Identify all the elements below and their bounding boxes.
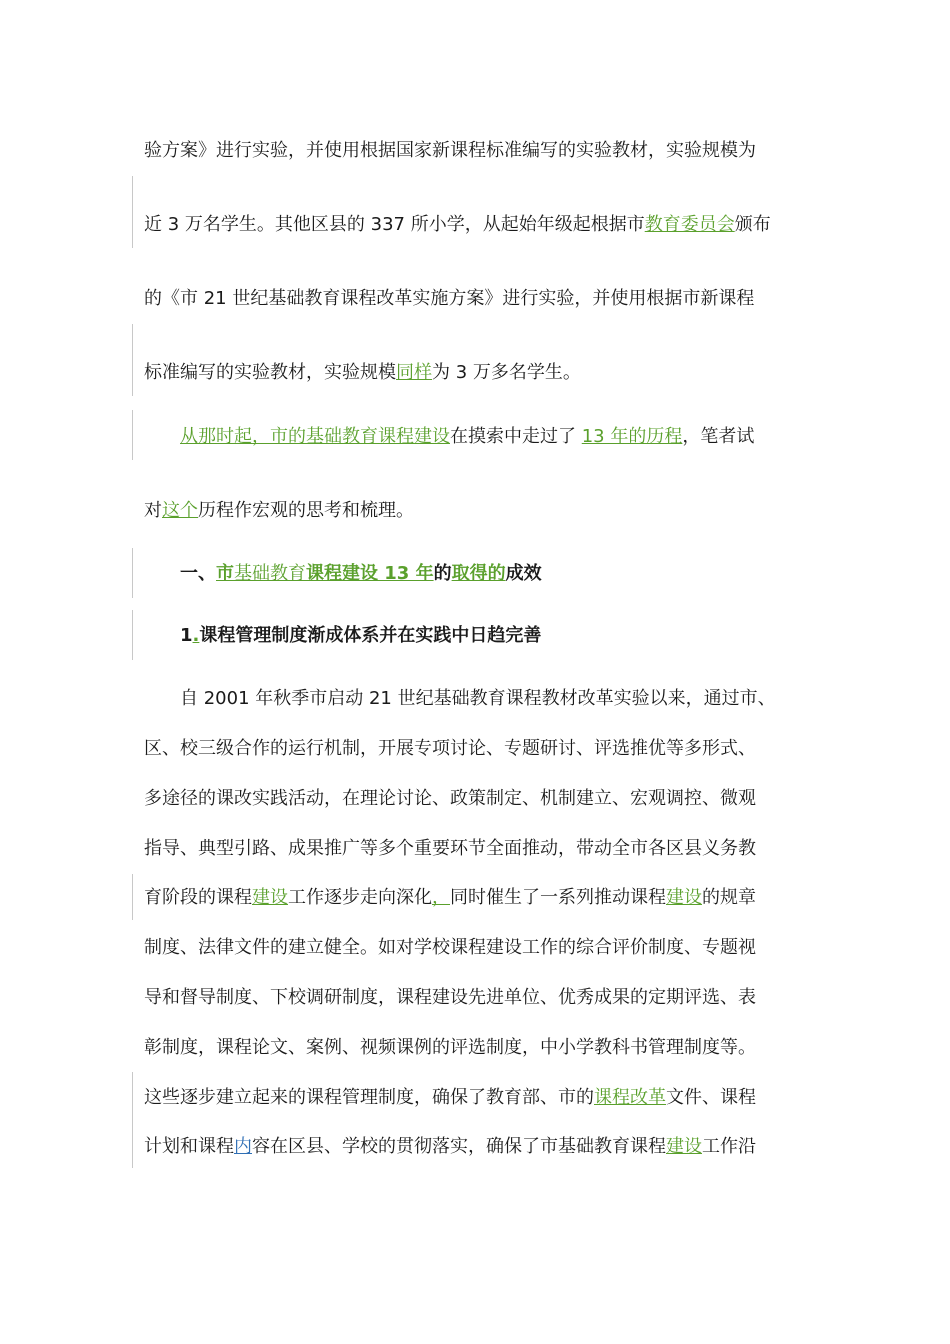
hyperlink[interactable]: 教育委员会: [644, 214, 735, 235]
text-run: 自 2001 年秋季市启动 21 世纪基础教育课程教材改革实验以来，通过市、: [180, 688, 776, 709]
heading-text: 一、: [180, 563, 216, 584]
text-line: [144, 1134, 756, 1160]
hyperlink[interactable]: 13 年的历程: [581, 426, 683, 447]
text-line: [144, 786, 756, 812]
text-run: 对: [144, 500, 162, 521]
text-run: 多途径的课改实践活动，在理论讨论、政策制定、机制建立、宏观调控、微观: [144, 788, 756, 809]
text-run: 容在区县、学校的贯彻落实，确保了市基础教育课程: [252, 1136, 666, 1157]
margin-change-bar: [132, 548, 133, 598]
text-run: 的《市 21 世纪基础教育课程改革实施方案》进行实验，并使用根据市新课程: [144, 288, 755, 309]
text-run: 标准编写的实验教材，实验规模: [144, 362, 396, 383]
text-run: 近 3 万名学生。其他区县的 337 所小学，从起始年级起根据市: [144, 214, 645, 235]
hyperlink[interactable]: 这个: [162, 500, 198, 521]
margin-change-bar: [132, 610, 133, 660]
text-run: 彰制度，课程论文、案例、视频课例的评选制度，中小学教科书管理制度等。: [144, 1037, 756, 1058]
text-line: [144, 1085, 756, 1111]
text-run: 这些逐步建立起来的课程管理制度，确保了教育部、市的: [144, 1087, 594, 1108]
margin-change-bar: [132, 176, 133, 248]
hyperlink[interactable]: 建设: [252, 887, 288, 908]
section-heading: [180, 561, 542, 587]
text-run: 工作沿: [702, 1136, 756, 1157]
margin-change-bar: [132, 324, 133, 396]
text-line: [144, 1035, 756, 1061]
hyperlink[interactable]: 市: [216, 563, 234, 584]
text-line: [144, 212, 771, 238]
hyperlink[interactable]: ，: [432, 887, 450, 908]
hyperlink[interactable]: 取得的: [451, 563, 506, 584]
text-run: ，笔者试: [682, 426, 755, 447]
text-line: [144, 498, 414, 524]
text-run: 导和督导制度、下校调研制度，课程建设先进单位、优秀成果的定期评选、表: [144, 987, 756, 1008]
text-run: 区、校三级合作的运行机制，开展专项讨论、专题研讨、评选推优等多形式、: [144, 738, 756, 759]
heading-text: 成效: [505, 563, 542, 584]
text-line: [144, 935, 756, 961]
margin-change-bar: [132, 1072, 133, 1168]
text-run: 指导、典型引路、成果推广等多个重要环节全面推动，带动全市各区县义务教: [144, 838, 756, 859]
hyperlink[interactable]: 内: [234, 1136, 252, 1157]
text-line: [144, 736, 756, 762]
hyperlink[interactable]: 从那时起，市的基础教育课程建设: [180, 426, 450, 447]
heading-text: 1: [180, 625, 193, 646]
text-run: 文件、课程: [666, 1087, 756, 1108]
heading-text: 课程管理制度渐成体系并在实践中日趋完善: [199, 625, 542, 646]
margin-change-bar: [132, 410, 133, 460]
hyperlink[interactable]: 课程建设 13 年: [306, 563, 434, 584]
text-run: 为 3 万多名学生。: [432, 362, 581, 383]
text-run: 历程作宏观的思考和梳理。: [198, 500, 414, 521]
text-line: [180, 424, 754, 450]
text-run: 计划和课程: [144, 1136, 234, 1157]
text-line: [144, 360, 581, 386]
text-run: 的规章: [702, 887, 756, 908]
hyperlink[interactable]: .: [192, 625, 200, 646]
text-run: 制度、法律文件的建立健全。如对学校课程建设工作的综合评价制度、专题视: [144, 937, 756, 958]
text-line: [144, 836, 756, 862]
text-line: [144, 885, 756, 911]
hyperlink[interactable]: 建设: [666, 887, 702, 908]
text-run: 颁布: [734, 214, 771, 235]
text-line: [180, 686, 776, 712]
heading-text: 的: [433, 563, 452, 584]
text-run: 工作逐步走向深化: [288, 887, 432, 908]
subsection-heading: [180, 623, 541, 649]
text-run: 在摸索中走过了: [450, 426, 582, 447]
hyperlink[interactable]: 基础教育: [234, 563, 306, 584]
text-run: 育阶段的课程: [144, 887, 252, 908]
text-line: [144, 138, 756, 164]
text-run: 验方案》进行实验，并使用根据国家新课程标准编写的实验教材，实验规模为: [144, 140, 756, 161]
margin-change-bar: [132, 874, 133, 920]
hyperlink[interactable]: 建设: [666, 1136, 702, 1157]
text-line: [144, 985, 756, 1011]
hyperlink[interactable]: 课程改革: [594, 1087, 666, 1108]
text-run: 同时催生了一系列推动课程: [450, 887, 666, 908]
text-line: [144, 286, 754, 312]
hyperlink[interactable]: 同样: [396, 362, 432, 383]
